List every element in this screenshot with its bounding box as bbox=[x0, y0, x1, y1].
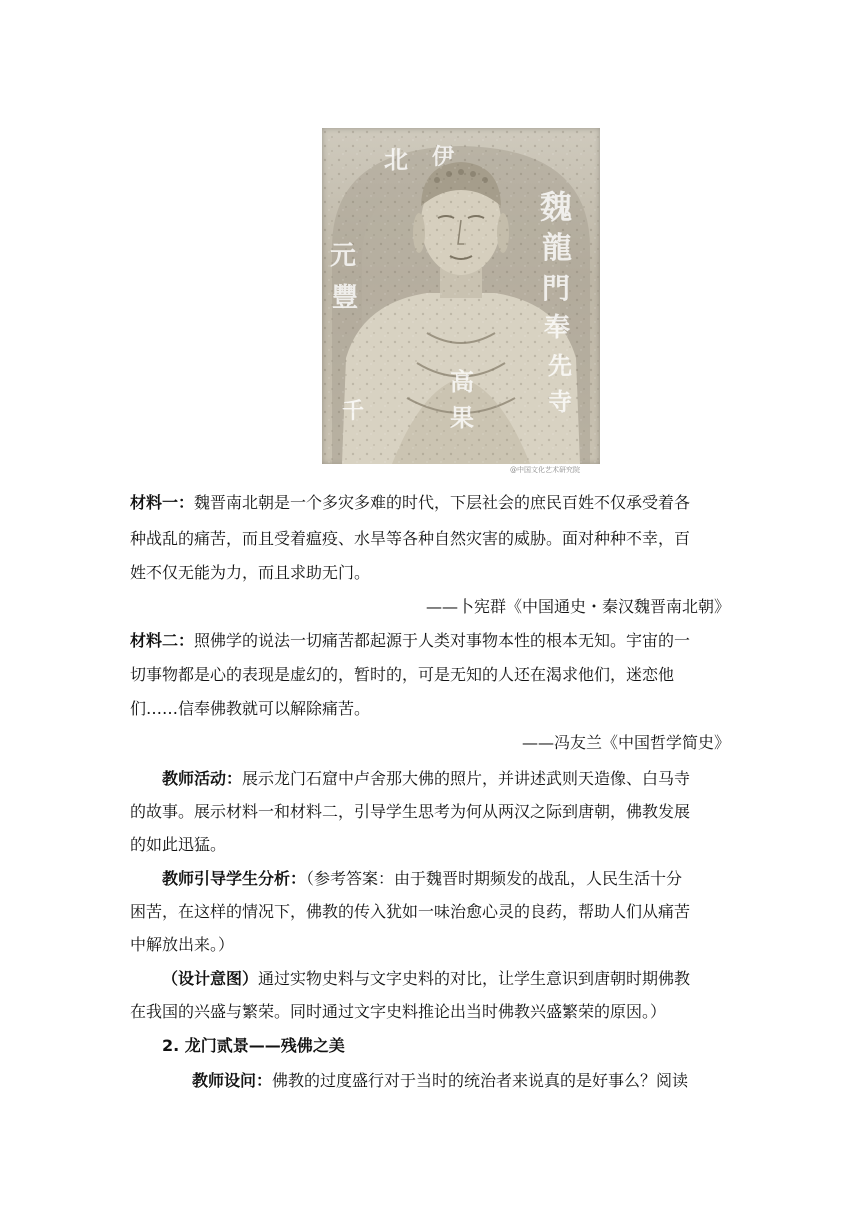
design-intent-label: （设计意图） bbox=[162, 969, 259, 988]
buddha-illustration bbox=[322, 128, 600, 464]
teacher-activity-line2: 的故事。展示材料一和材料二，引导学生思考为何从两汉之际到唐朝，佛教发展 bbox=[130, 802, 691, 821]
material1-line1: 材料一：魏晋南北朝是一个多灾多难的时代，下层社会的庶民百姓不仅承受着各 bbox=[130, 493, 691, 512]
material1-label: 材料一： bbox=[130, 493, 195, 512]
material2-source: ——冯友兰《中国哲学简史》 bbox=[521, 733, 730, 752]
material1-line3: 姓不仅无能为力，而且求助无门。 bbox=[130, 563, 371, 582]
teacher-activity-label: 教师活动： bbox=[162, 769, 243, 788]
teacher-question-line1: 教师设问：佛教的过度盛行对于当时的统治者来说真的是好事么？阅读 bbox=[192, 1071, 689, 1090]
material2-line2: 切事物都是心的表现是虚幻的，暂时的，可是无知的人还在渴求他们，迷恋他 bbox=[130, 665, 675, 684]
calligraphy-char: 門 bbox=[542, 272, 571, 305]
calligraphy-char: 北 bbox=[384, 145, 408, 174]
teacher-activity-line3: 的如此迅猛。 bbox=[130, 835, 227, 854]
calligraphy-char: 千 bbox=[342, 398, 365, 424]
calligraphy-char: 果 bbox=[450, 403, 474, 432]
calligraphy-char: 高 bbox=[450, 367, 474, 396]
calligraphy-char: 先 bbox=[548, 351, 572, 380]
calligraphy-char: 龍 bbox=[542, 231, 572, 266]
photo-watermark: @中国文化艺术研究院 bbox=[510, 466, 580, 474]
calligraphy-char: 豐 bbox=[332, 283, 359, 313]
section-heading: 2. 龙门贰景——残佛之美 bbox=[162, 1036, 345, 1055]
buddha-statue-photo bbox=[322, 128, 600, 464]
teacher-activity-line1: 教师活动：展示龙门石窟中卢舍那大佛的照片，并讲述武则天造像、白马寺 bbox=[162, 769, 691, 788]
design-intent-line1: （设计意图）通过实物史料与文字史料的对比，让学生意识到唐朝时期佛教 bbox=[162, 969, 691, 988]
teacher-question-label: 教师设问： bbox=[192, 1071, 273, 1090]
teacher-analysis-line3: 中解放出来。） bbox=[130, 935, 235, 954]
teacher-analysis-label: 教师引导学生分析： bbox=[162, 869, 307, 888]
calligraphy-char: 寺 bbox=[548, 387, 572, 416]
calligraphy-char: 奉 bbox=[544, 313, 571, 343]
calligraphy-char: 魏 bbox=[540, 188, 573, 226]
material2-line1: 材料二：照佛学的说法一切痛苦都起源于人类对事物本性的根本无知。宇宙的一 bbox=[130, 631, 691, 650]
calligraphy-char: 伊 bbox=[432, 144, 455, 170]
material1-source: ——卜宪群《中国通史・秦汉魏晋南北朝》 bbox=[425, 597, 730, 616]
calligraphy-char: 元 bbox=[330, 241, 357, 271]
teacher-analysis-line1: 教师引导学生分析：（参考答案：由于魏晋时期频发的战乱，人民生活十分 bbox=[162, 869, 683, 888]
material2-label: 材料二： bbox=[130, 631, 195, 650]
teacher-analysis-line2: 困苦，在这样的情况下，佛教的传入犹如一味治愈心灵的良药，帮助人们从痛苦 bbox=[130, 902, 691, 921]
material1-line2: 种战乱的痛苦，而且受着瘟疫、水旱等各种自然灾害的威胁。面对种种不幸，百 bbox=[130, 529, 691, 548]
design-intent-line2: 在我国的兴盛与繁荣。同时通过文字史料推论出当时佛教兴盛繁荣的原因。） bbox=[130, 1002, 667, 1021]
material2-line3: 们……信奉佛教就可以解除痛苦。 bbox=[130, 699, 371, 718]
